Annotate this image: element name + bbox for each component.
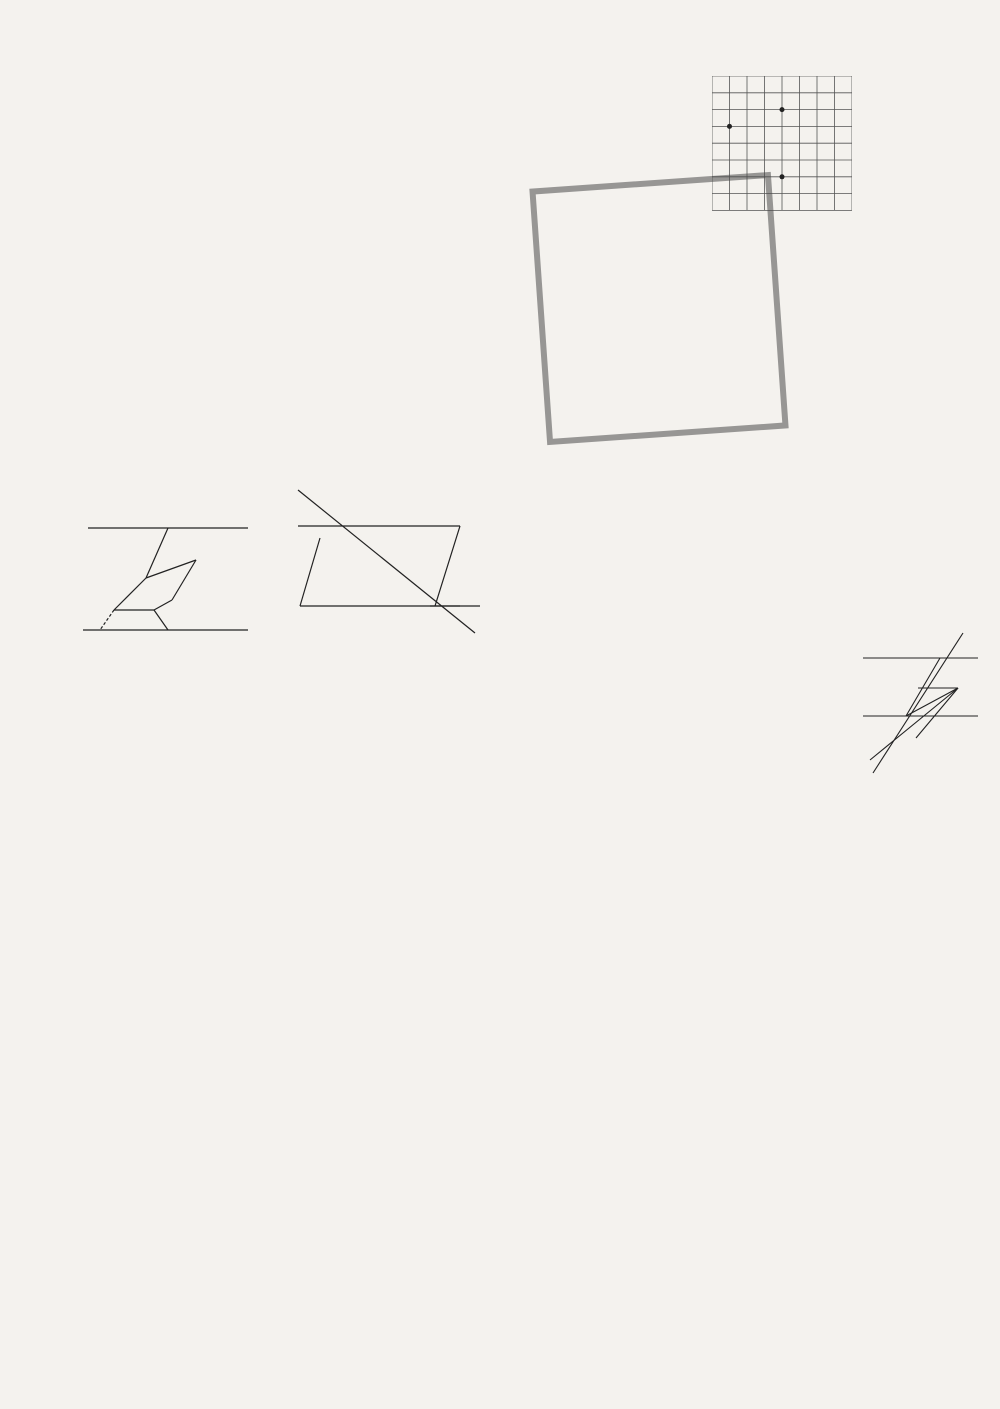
- stamp-char: [540, 247, 655, 255]
- stamp-char: [663, 362, 778, 370]
- figure-20: [78, 510, 258, 650]
- figure-21: [280, 478, 495, 643]
- stamp-char: [549, 370, 664, 378]
- stamp-char: [655, 239, 770, 247]
- watermark-stamp: [529, 172, 788, 445]
- figure-24: [858, 628, 983, 778]
